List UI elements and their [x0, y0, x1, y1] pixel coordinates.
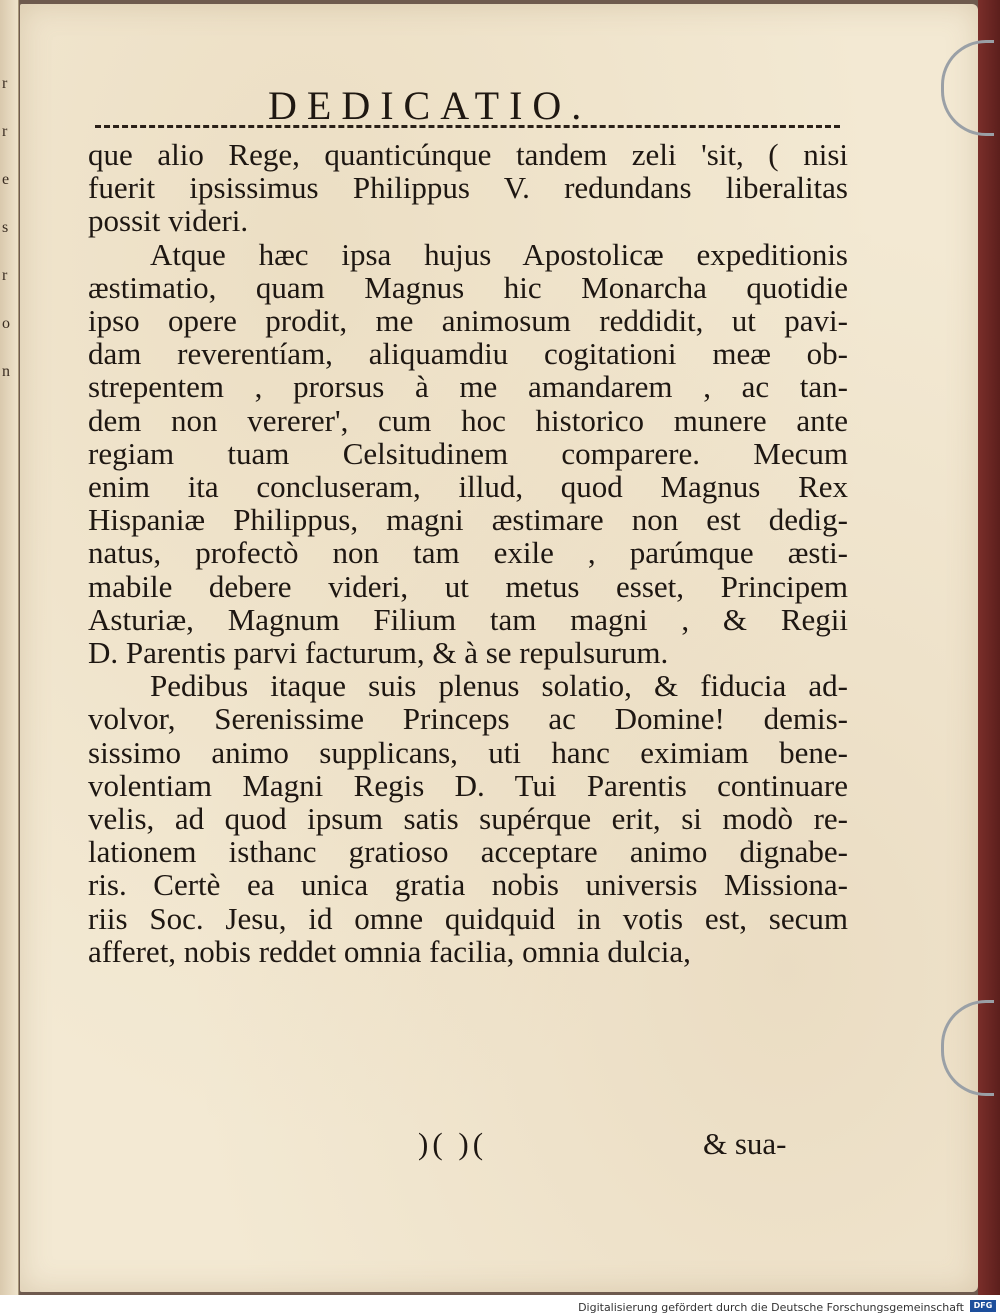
- digitization-credit: Digitalisierung gefördert durch die Deutsche Forschungsgemeinschaft: [578, 1301, 964, 1314]
- signature-mark: )( )(: [418, 1126, 488, 1161]
- left-page-edge: [0, 0, 19, 1295]
- text-line: que alio Rege, quanticúnque tandem zeli 'sit, ( nisi: [88, 137, 848, 172]
- text-line: volentiam Magni Regis D. Tui Parentis continuare: [88, 767, 848, 803]
- left-page-letter: r: [2, 267, 8, 284]
- catchword: & sua-: [703, 1126, 787, 1161]
- paragraph: [88, 669, 848, 968]
- book-cover-edge: [978, 0, 1000, 1295]
- text-line: riis Soc. Jesu, id omne quidquid in votis est, secum: [88, 900, 848, 936]
- body-text: [88, 138, 848, 968]
- text-line: D. Parentis parvi facturum, & à se repulsurum.: [88, 635, 669, 671]
- text-line: strepentem , prorsus à me amandarem , ac tan-: [88, 369, 848, 405]
- dfg-logo: DFG: [970, 1300, 996, 1312]
- text-line: velis, ad quod ipsum satis supérque erit, si modò re-: [88, 801, 848, 837]
- page-header-title: DEDICATIO.: [268, 83, 592, 128]
- text-line: æstimatio, quam Magnus hic Monarcha quotidie: [88, 269, 848, 305]
- text-line: lationem isthanc gratioso acceptare animo dignabe-: [88, 834, 848, 870]
- paragraph: [88, 238, 848, 670]
- left-page-letter: o: [2, 315, 10, 332]
- text-line: natus, profectò non tam exile , parúmque æsti-: [88, 535, 848, 571]
- left-page-letter: n: [2, 363, 10, 380]
- left-page-letter: s: [2, 219, 9, 236]
- text-line: ris. Certè ea unica gratia nobis universis Missiona-: [88, 867, 848, 903]
- text-line: Hispaniæ Philippus, magni æstimare non est dedig-: [88, 502, 848, 538]
- text-line: dem non vererer', cum hoc historico munere ante: [88, 402, 848, 438]
- left-page-letter: e: [2, 171, 10, 188]
- text-line: Asturiæ, Magnum Filium tam magni , & Regii: [88, 601, 848, 637]
- text-line: afferet, nobis reddet omnia facilia, omnia dulcia,: [88, 933, 691, 969]
- text-line: regiam tuam Celsitudinem comparere. Mecum: [88, 435, 848, 471]
- text-line: sissimo animo supplicans, uti hanc eximiam bene-: [88, 734, 848, 770]
- text-line: volvor, Serenissime Princeps ac Domine! demis-: [88, 701, 848, 737]
- left-page-letter: r: [2, 123, 8, 140]
- text-line: fuerit ipsissimus Philippus V. redundans liberalitas: [88, 170, 848, 206]
- text-line: Atque hæc ipsa hujus Apostolicæ expeditionis: [150, 236, 848, 272]
- header-rule: [95, 125, 840, 128]
- text-line: possit videri.: [88, 203, 249, 239]
- left-page-letter: r: [2, 75, 8, 92]
- text-line: Pedibus itaque suis plenus solatio, & fiducia ad-: [150, 668, 848, 704]
- paragraph: [88, 138, 848, 238]
- text-line: ipso opere prodit, me animosum reddidit, ut pavi-: [88, 303, 848, 339]
- text-line: dam reverentíam, aliquamdiu cogitationi meæ ob-: [88, 336, 848, 372]
- left-page-letters: [2, 60, 16, 396]
- text-line: mabile debere videri, ut metus esset, Principem: [88, 568, 848, 604]
- text-line: enim ita concluseram, illud, quod Magnus Rex: [88, 469, 848, 505]
